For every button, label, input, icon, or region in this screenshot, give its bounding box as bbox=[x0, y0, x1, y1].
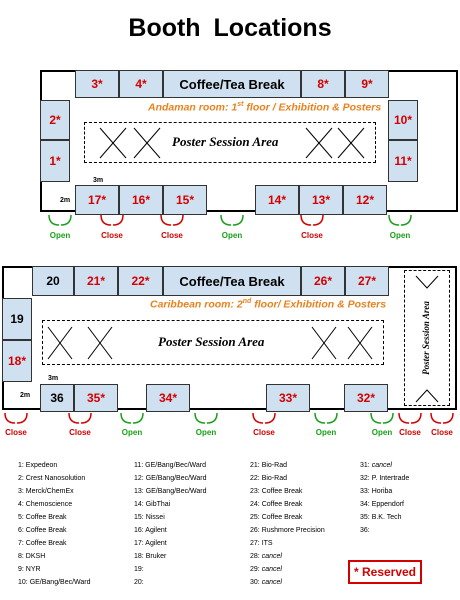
booth: 11* bbox=[388, 140, 418, 182]
door-open-icon bbox=[370, 412, 394, 424]
legend-company: Coffee Break bbox=[261, 488, 303, 495]
legend-entry bbox=[18, 462, 57, 469]
legend-number: 33: bbox=[360, 488, 372, 495]
poster-board-mark bbox=[100, 128, 126, 158]
legend-company: Eppendorf bbox=[371, 501, 404, 508]
legend-entry bbox=[360, 475, 409, 482]
legend-entry bbox=[18, 514, 67, 521]
legend-number: 12: bbox=[134, 475, 146, 482]
legend-company: Bio-Rad bbox=[261, 462, 287, 469]
legend-number: 15: bbox=[134, 514, 146, 521]
legend-entry bbox=[250, 540, 273, 547]
door-closed-icon bbox=[252, 412, 276, 424]
poster-board-mark bbox=[338, 128, 364, 158]
door-closed-icon bbox=[4, 412, 28, 424]
legend-entry bbox=[134, 566, 144, 573]
legend-company: Chemoscience bbox=[25, 501, 73, 508]
legend-number: 25: bbox=[250, 514, 262, 521]
booth: 19 bbox=[2, 298, 32, 340]
legend-number: 11: bbox=[134, 462, 146, 469]
legend-entry bbox=[250, 579, 282, 586]
legend-entry bbox=[250, 475, 287, 482]
dimension-label: 3m bbox=[48, 375, 59, 382]
legend-company: cancel bbox=[261, 553, 282, 560]
door-closed-icon bbox=[430, 412, 454, 424]
door-open-icon bbox=[48, 214, 72, 226]
legend-entry bbox=[134, 553, 166, 560]
legend-entry bbox=[18, 553, 45, 560]
booth: 2* bbox=[40, 100, 70, 140]
legend-company: Agilent bbox=[145, 527, 167, 534]
door-open-icon bbox=[388, 214, 412, 226]
door-label: Close bbox=[431, 428, 453, 437]
legend-company: B.K. Tech bbox=[371, 514, 402, 521]
door-label: Close bbox=[161, 231, 183, 240]
legend-entry bbox=[360, 514, 402, 521]
booth: 14* bbox=[255, 185, 299, 215]
legend-company: GE/Bang/Bec/Ward bbox=[145, 475, 207, 482]
door-open-icon bbox=[314, 412, 338, 424]
legend-number: 26: bbox=[250, 527, 262, 534]
poster-board-mark bbox=[88, 327, 112, 359]
booth: 20 bbox=[32, 266, 74, 296]
legend-number: 8: bbox=[18, 553, 26, 560]
room-label-text: floor/ Exhibition & Posters bbox=[251, 298, 387, 311]
legend-entry bbox=[134, 514, 165, 521]
legend-entry bbox=[360, 462, 392, 469]
room-label bbox=[150, 298, 386, 311]
legend-company: P. Intertrade bbox=[371, 475, 410, 482]
booth: 22* bbox=[118, 266, 163, 296]
legend-number: 5: bbox=[18, 514, 26, 521]
door-closed-icon bbox=[100, 214, 124, 226]
dimension-label: 3m bbox=[93, 177, 104, 184]
room-label-text: Andaman room: 1 bbox=[148, 101, 238, 114]
door-label: Close bbox=[101, 231, 123, 240]
door-label: Open bbox=[221, 231, 243, 240]
legend-entry bbox=[360, 527, 370, 534]
legend-company: Crest Nanosolution bbox=[25, 475, 86, 482]
legend-number: 35: bbox=[360, 514, 372, 521]
door-label: Close bbox=[253, 428, 275, 437]
poster-board-mark bbox=[134, 128, 160, 158]
booth: 26* bbox=[301, 266, 345, 296]
booth-coffee-break: Coffee/Tea Break bbox=[163, 266, 301, 296]
poster-board-mark bbox=[48, 327, 72, 359]
legend-company: Merck/ChemEx bbox=[25, 488, 74, 495]
legend-number: 21: bbox=[250, 462, 262, 469]
reserved-note: * Reserved bbox=[348, 560, 422, 584]
door-label: Open bbox=[389, 231, 411, 240]
legend-number: 32: bbox=[360, 475, 372, 482]
legend-number: 16: bbox=[134, 527, 146, 534]
page-title: Booth Locations bbox=[128, 14, 332, 42]
legend-company: cancel bbox=[261, 566, 282, 573]
legend-company: GibThai bbox=[145, 501, 171, 508]
legend-entry bbox=[18, 475, 85, 482]
door-label: Close bbox=[399, 428, 421, 437]
poster-session-label: Poster Session Area bbox=[158, 334, 265, 349]
legend-company: Rushmore Precision bbox=[261, 527, 325, 534]
legend-number: 13: bbox=[134, 488, 146, 495]
legend-entry bbox=[18, 488, 74, 495]
side-poster-session-label: Poster Session Area bbox=[421, 301, 431, 375]
legend-entry bbox=[18, 501, 72, 508]
booth: 32* bbox=[344, 384, 388, 412]
legend-entry bbox=[250, 514, 302, 521]
booth-coffee-break: Coffee/Tea Break bbox=[163, 70, 301, 98]
booth: 1* bbox=[40, 140, 70, 182]
legend-number: 22: bbox=[250, 475, 262, 482]
legend-number: 9: bbox=[18, 566, 26, 573]
legend-entry bbox=[18, 566, 41, 573]
room-label-sup: nd bbox=[242, 298, 252, 305]
legend-entry bbox=[18, 527, 67, 534]
legend-number: 34: bbox=[360, 501, 372, 508]
booth: 10* bbox=[388, 100, 418, 140]
door-closed-icon bbox=[300, 214, 324, 226]
legend-company: Agilent bbox=[145, 540, 167, 547]
legend-number: 4: bbox=[18, 501, 26, 508]
legend-entry bbox=[360, 501, 404, 508]
door-label: Close bbox=[69, 428, 91, 437]
door-closed-icon bbox=[68, 412, 92, 424]
legend-number: 31: bbox=[360, 462, 372, 469]
legend-number: 6: bbox=[18, 527, 26, 534]
door-open-icon bbox=[120, 412, 144, 424]
dimension-label: 2m bbox=[20, 392, 31, 399]
door-label: Open bbox=[195, 428, 217, 437]
door-label: Open bbox=[371, 428, 393, 437]
legend-company: cancel bbox=[261, 579, 282, 586]
legend-entry bbox=[134, 501, 170, 508]
legend-company: Coffee Break bbox=[25, 527, 67, 534]
booth: 36 bbox=[40, 384, 74, 412]
legend-company: ITS bbox=[261, 540, 273, 547]
booth: 9* bbox=[345, 70, 389, 98]
booth: 27* bbox=[345, 266, 389, 296]
dimension-label: 2m bbox=[60, 197, 71, 204]
booth: 18* bbox=[2, 340, 32, 382]
booth: 34* bbox=[146, 384, 190, 412]
booth: 8* bbox=[301, 70, 345, 98]
legend-entry bbox=[250, 501, 302, 508]
legend-number: 10: bbox=[18, 579, 30, 586]
legend-company: NYR bbox=[25, 566, 41, 573]
legend-number: 2: bbox=[18, 475, 26, 482]
legend-entry bbox=[18, 540, 67, 547]
booth: 15* bbox=[163, 185, 207, 215]
poster-board-mark bbox=[306, 128, 332, 158]
legend-number: 29: bbox=[250, 566, 262, 573]
door-label: Open bbox=[315, 428, 337, 437]
legend-company: Nissei bbox=[145, 514, 165, 521]
legend-company: Horiba bbox=[371, 488, 393, 495]
room-label bbox=[148, 101, 381, 114]
legend-number: 19: bbox=[134, 566, 144, 573]
poster-board-mark bbox=[312, 327, 336, 359]
legend-number: 18: bbox=[134, 553, 146, 560]
legend-number: 30: bbox=[250, 579, 262, 586]
legend-company: Coffee Break bbox=[25, 540, 67, 547]
legend-entry bbox=[134, 540, 167, 547]
legend-number: 7: bbox=[18, 540, 26, 547]
booth: 35* bbox=[74, 384, 118, 412]
legend-company: Coffee Break bbox=[261, 501, 303, 508]
legend-number: 28: bbox=[250, 553, 262, 560]
legend-company: DKSH bbox=[25, 553, 46, 560]
legend-entry bbox=[360, 488, 392, 495]
door-closed-icon bbox=[398, 412, 422, 424]
door-label: Close bbox=[301, 231, 323, 240]
legend-number: 36: bbox=[360, 527, 370, 534]
legend-number: 20: bbox=[134, 579, 144, 586]
legend-company: GE/Bang/Bec/Ward bbox=[145, 488, 207, 495]
legend-entry bbox=[250, 566, 282, 573]
legend-entry bbox=[134, 488, 207, 495]
booth: 4* bbox=[119, 70, 163, 98]
booth: 3* bbox=[75, 70, 119, 98]
legend-number: 17: bbox=[134, 540, 146, 547]
door-open-icon bbox=[194, 412, 218, 424]
legend-entry bbox=[134, 527, 167, 534]
legend-entry bbox=[250, 488, 302, 495]
legend-number: 3: bbox=[18, 488, 26, 495]
booth: 21* bbox=[74, 266, 118, 296]
legend-number: 24: bbox=[250, 501, 262, 508]
legend-company: Coffee Break bbox=[261, 514, 303, 521]
legend-entry bbox=[134, 475, 207, 482]
legend-entry bbox=[134, 462, 206, 469]
legend-entry bbox=[250, 553, 282, 560]
booth: 17* bbox=[75, 185, 119, 215]
legend-number: 1: bbox=[18, 462, 26, 469]
door-label: Close bbox=[5, 428, 27, 437]
door-closed-icon bbox=[160, 214, 184, 226]
legend-company: cancel bbox=[371, 462, 392, 469]
door-label: Open bbox=[49, 231, 71, 240]
booth: 12* bbox=[343, 185, 387, 215]
legend-company: GE/Bang/Bec/Ward bbox=[29, 579, 91, 586]
legend-entry bbox=[18, 579, 91, 586]
legend-company: Coffee Break bbox=[25, 514, 67, 521]
poster-session-label: Poster Session Area bbox=[172, 134, 279, 149]
booth: 13* bbox=[299, 185, 343, 215]
legend-entry bbox=[250, 462, 287, 469]
legend-number: 14: bbox=[134, 501, 146, 508]
poster-board-mark bbox=[348, 327, 372, 359]
door-label: Open bbox=[121, 428, 143, 437]
booth: 33* bbox=[266, 384, 310, 412]
room-label-text: floor / Exhibition & Posters bbox=[243, 101, 382, 114]
room-label-text: Caribbean room: 2 bbox=[150, 298, 243, 311]
legend-number: 27: bbox=[250, 540, 262, 547]
legend-company: GE/Bang/Bec/Ward bbox=[145, 462, 206, 469]
legend-entry bbox=[134, 579, 144, 586]
booth: 16* bbox=[119, 185, 163, 215]
legend-company: Expedeon bbox=[25, 462, 58, 469]
door-open-icon bbox=[220, 214, 244, 226]
legend-entry bbox=[250, 527, 325, 534]
legend-company: Bio-Rad bbox=[261, 475, 287, 482]
legend-company: Bruker bbox=[145, 553, 167, 560]
room-label-sup: st bbox=[237, 101, 244, 108]
legend-number: 23: bbox=[250, 488, 262, 495]
